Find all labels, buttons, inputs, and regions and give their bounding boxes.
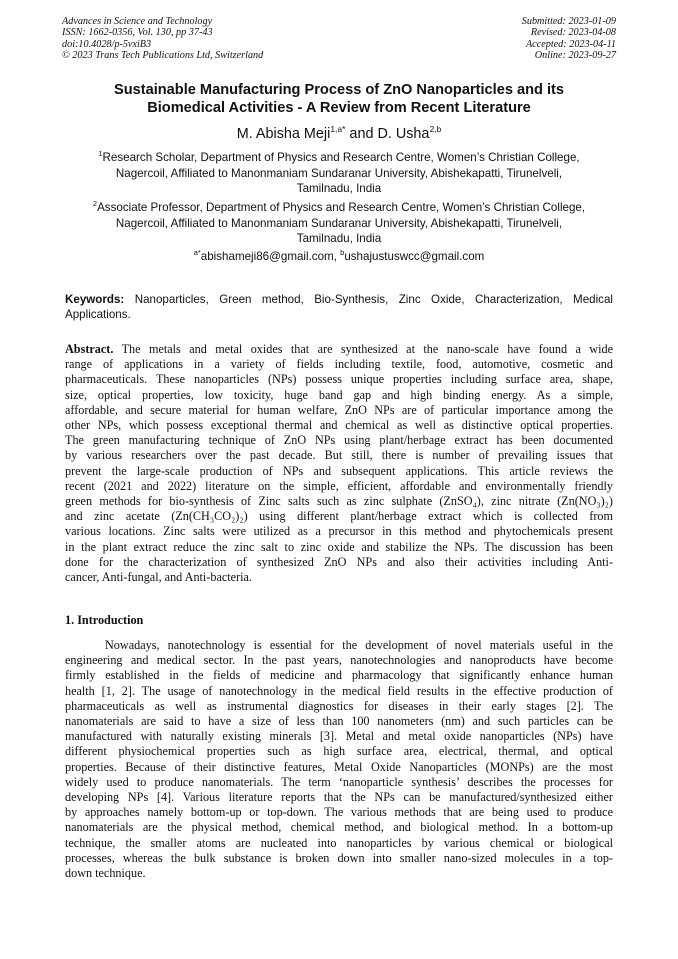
abstract-line: in the plant extract reduce the zinc salt to zinc oxide and stabilize the NPs. The discussion has been [65,539,613,554]
author-affiliation-marker: 1,a* [330,124,346,134]
affiliation-line: Associate Professor, Department of Physics and Research Centre, Women’s Christian College, [97,201,586,214]
intro-line: properties. Because of their distinctive features, Metal Oxide Nanoparticles (MONPs) are the most [65,759,613,774]
email-marker: a* [193,248,201,257]
abstract-line: and zinc acetate (Zn(CH₃CO₂)₂) using different plant/herbage extract which is collected from [65,509,613,524]
intro-line: nanomaterials are the physical method, chemical method, and biological method. In a bottom-up [65,820,613,835]
author-name: M. Abisha Meji [236,126,331,142]
email-marker: b [340,248,345,257]
intro-line: by approaches namely bottom-up or top-down. The various methods that are being used to produce [65,805,613,820]
author-conjunction: and [345,126,378,142]
author-list [40,125,638,143]
affiliation-marker: 2 [92,199,98,208]
affiliation-line: Tamilnadu, India [296,182,382,196]
abstract-line: other NPs, which possess exceptional thermal and chemical as well as distinctive optical properties. [65,418,613,433]
paper-title [40,81,638,117]
issn-volume: ISSN: 1662-0356, Vol. 130, pp 37-43 [62,27,213,39]
affiliation-line: Tamilnadu, India [296,232,382,246]
abstract-line: by various researchers over the past decade. But still, there is number of prevailing issues that [65,448,613,463]
abstract-line: cancer, Anti-fungal, and Anti-bacteria. [65,570,252,585]
abstract-line: The green manufacturing technique of ZnO NPs using plant/herbage extract has been documented [65,433,613,448]
section-heading-introduction: 1. Introduction [65,613,144,627]
abstract-line: recent (2021 and 2022) literature on the simple, efficient, affordable and environmentally friendly [65,478,613,493]
intro-line: nanomaterials are said to have a size of less than 100 nanometers (nm) and such particles can be [65,714,613,729]
intro-line: Nowadays, nanotechnology is essential for the development of novel materials useful in the [105,638,613,652]
affiliation-line: Research Scholar, Department of Physics and Research Centre, Women’s Christian College, [102,151,580,164]
author-emails [40,249,638,264]
abstract-line: done for the characterization of synthesized ZnO NPs and also their activities including Anti- [65,554,613,569]
intro-line: technique, the smaller atoms are nucleated into nanoparticles by various chemical or biological [65,835,613,850]
keywords-text: Nanoparticles, Green method, Bio-Synthesis, Zinc Oxide, Characterization, Medical Applications. [65,293,613,322]
email-address[interactable]: ushajustuswcc@gmail.com [344,250,485,263]
intro-line: different physiochemical properties such as high surface area, electrical, thermal, and optical [65,744,613,759]
abstract-line: various locations. Zinc salts were utilized as a precursor in this method and phytochemicals present [65,524,613,539]
abstract-block [65,342,613,585]
abstract-line: prevent the large-scale production of NPs and subsequent applications. This article reviews the [65,463,613,478]
copyright: © 2023 Trans Tech Publications Ltd, Switzerland [62,49,264,61]
abstract-line: size, optical properties, low toxicity, huge band gap and high binding energy. As a simple, [65,387,613,402]
abstract-line: green methods for bio-synthesis of Zinc salts such as zinc sulphate (ZnSO₄), zinc nitrate (Zn(NO₃)₂) [65,494,613,509]
accepted-date: Accepted: 2023-04-11 [525,38,616,50]
submitted-date: Submitted: 2023-01-09 [521,16,616,27]
title-line: Biomedical Activities - A Review from Recent Literature [147,100,531,116]
affiliation-line: Nagercoil, Affiliated to Manonmaniam Sundaranar University, Abishekapatti, Tirunelveli, [115,216,563,230]
email-address[interactable]: abishameji86@gmail.com, [200,250,341,263]
intro-line: firmly established in the fields of medicine and pharmacology that significantly enhance human [65,668,613,683]
affiliation-1 [62,150,616,197]
intro-line: widely used to produce nanomaterials. The term ‘nanoparticle synthesis’ describes the processes for [65,774,613,789]
revised-date: Revised: 2023-04-08 [530,27,616,39]
author-affiliation-marker: 2,b [429,124,442,134]
intro-line: pharmaceuticals as well as instrumental diagnostics for diseases in their early stages [2]. The [65,698,613,713]
affiliation-line: Nagercoil, Affiliated to Manonmaniam Sundaranar University, Abishekapatti, Tirunelveli, [115,166,563,180]
abstract-line: affordable, and secure material for human welfare, ZnO NPs are of particular importance among the [65,402,613,417]
journal-name: Advances in Science and Technology [62,16,213,27]
intro-line: developing NPs [4]. Various literature reports that the NPs can be manufactured/synthesized either [65,790,613,805]
intro-line: health [1, 2]. The usage of nanotechnology in the medical field results in the effective production of [65,683,613,698]
intro-line: down technique. [65,866,146,881]
abstract-line: pharmaceuticals. These nanoparticles (NPs) possess unique properties including surface area, shape, [65,372,613,387]
keywords-block [65,292,613,322]
intro-line: engineering and medical sector. In the past years, nanotechnologies and nanoproducts have become [65,653,613,668]
abstract-line: The metals and metal oxides that are synthesized at the nano-scale have found a wide [113,342,613,356]
title-line: Sustainable Manufacturing Process of ZnO Nanoparticles and its [113,82,565,98]
introduction-body [65,638,613,881]
intro-line: processes, whereas the bulk substance is broken down into smaller nano-sized molecules in a top- [65,850,613,865]
abstract-line: range of applications in a variety of fields including textile, food, automotive, cosmetic and [65,357,613,372]
journal-header-left [62,16,263,61]
doi: doi:10.4028/p-5vxiB3 [62,38,152,50]
affiliation-2 [62,200,616,247]
keywords-label: Keywords: [65,293,125,306]
abstract-label: Abstract. [65,342,114,356]
intro-line: manufactured with naturally existing minerals [3]. Metal and metal oxide nanoparticles (NPs) have [65,729,613,744]
author-name: D. Usha [377,126,430,142]
online-date: Online: 2023-09-27 [534,49,616,61]
affiliation-marker: 1 [98,149,103,158]
journal-header-right [522,16,616,61]
